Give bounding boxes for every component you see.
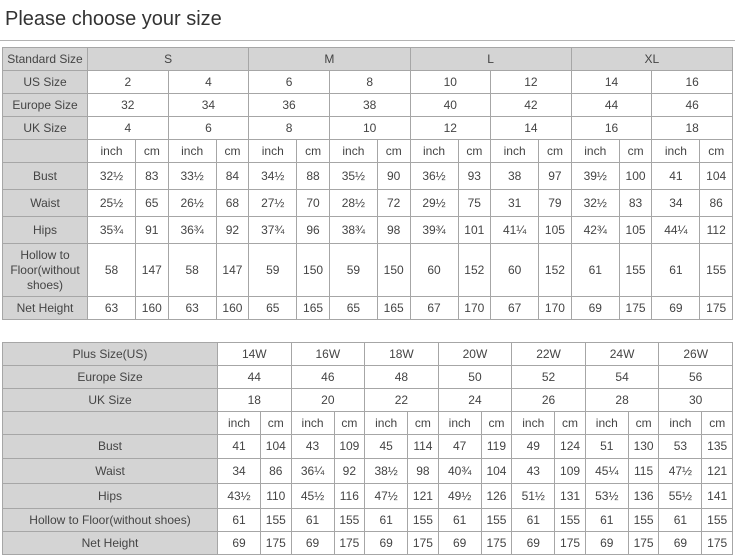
value-cell: 43 bbox=[291, 435, 334, 459]
value-cell: 68 bbox=[216, 190, 249, 217]
value-cell: 155 bbox=[261, 509, 292, 532]
value-cell: 47 bbox=[438, 435, 481, 459]
value-cell: 121 bbox=[408, 484, 439, 509]
value-cell: 92 bbox=[216, 217, 249, 244]
value-cell: 69 bbox=[659, 532, 702, 555]
value-cell: 119 bbox=[481, 435, 512, 459]
group-header-cell: M bbox=[249, 48, 410, 71]
value-cell: 34½ bbox=[249, 163, 297, 190]
table-row bbox=[3, 297, 733, 320]
value-cell: 150 bbox=[377, 244, 410, 297]
value-cell: 59 bbox=[249, 244, 297, 297]
value-cell: 84 bbox=[216, 163, 249, 190]
unit-header-cell: inch bbox=[585, 412, 628, 435]
value-cell: 105 bbox=[619, 217, 652, 244]
value-cell: 152 bbox=[458, 244, 491, 297]
value-cell: 53½ bbox=[585, 484, 628, 509]
value-cell: 147 bbox=[216, 244, 249, 297]
value-cell: 104 bbox=[700, 163, 733, 190]
value-cell: 155 bbox=[619, 244, 652, 297]
value-cell: 86 bbox=[700, 190, 733, 217]
value-cell: 46 bbox=[291, 366, 365, 389]
table-row bbox=[3, 163, 733, 190]
value-cell: 44¼ bbox=[652, 217, 700, 244]
table-row bbox=[3, 190, 733, 217]
value-cell: 100 bbox=[619, 163, 652, 190]
value-cell: 110 bbox=[261, 484, 292, 509]
unit-header-cell: cm bbox=[408, 412, 439, 435]
row-label-cell: Net Height bbox=[3, 532, 218, 555]
value-cell: 61 bbox=[365, 509, 408, 532]
value-cell: 18W bbox=[365, 343, 439, 366]
value-cell: 36 bbox=[249, 94, 330, 117]
value-cell: 175 bbox=[619, 297, 652, 320]
value-cell: 42¾ bbox=[571, 217, 619, 244]
value-cell: 38½ bbox=[365, 459, 408, 484]
value-cell: 41 bbox=[652, 163, 700, 190]
title-divider bbox=[0, 40, 735, 41]
value-cell: 45½ bbox=[291, 484, 334, 509]
table-row bbox=[3, 94, 733, 117]
unit-header-cell: cm bbox=[297, 140, 330, 163]
row-label-cell: Waist bbox=[3, 190, 88, 217]
value-cell: 61 bbox=[659, 509, 702, 532]
value-cell: 16 bbox=[571, 117, 652, 140]
value-cell: 98 bbox=[408, 459, 439, 484]
value-cell: 26W bbox=[659, 343, 733, 366]
value-cell: 4 bbox=[168, 71, 249, 94]
unit-header-cell: inch bbox=[571, 140, 619, 163]
unit-header-cell: inch bbox=[168, 140, 216, 163]
value-cell: 22W bbox=[512, 343, 586, 366]
value-cell: 72 bbox=[377, 190, 410, 217]
table-row bbox=[3, 71, 733, 94]
value-cell: 34 bbox=[218, 459, 261, 484]
value-cell: 32 bbox=[88, 94, 169, 117]
value-cell: 86 bbox=[261, 459, 292, 484]
value-cell: 155 bbox=[555, 509, 586, 532]
value-cell: 28 bbox=[585, 389, 659, 412]
value-cell: 41 bbox=[218, 435, 261, 459]
row-label-cell: US Size bbox=[3, 71, 88, 94]
value-cell: 38¾ bbox=[329, 217, 377, 244]
value-cell: 69 bbox=[438, 532, 481, 555]
value-cell: 8 bbox=[329, 71, 410, 94]
unit-header-cell: cm bbox=[458, 140, 491, 163]
value-cell: 24 bbox=[438, 389, 512, 412]
value-cell: 65 bbox=[136, 190, 169, 217]
value-cell: 175 bbox=[628, 532, 659, 555]
row-label-cell: Hips bbox=[3, 217, 88, 244]
value-cell: 130 bbox=[628, 435, 659, 459]
value-cell: 37¾ bbox=[249, 217, 297, 244]
value-cell: 45¼ bbox=[585, 459, 628, 484]
unit-header-cell: cm bbox=[261, 412, 292, 435]
unit-header-cell: cm bbox=[628, 412, 659, 435]
row-label-cell bbox=[3, 412, 218, 435]
group-header-cell: L bbox=[410, 48, 571, 71]
unit-header-cell: inch bbox=[410, 140, 458, 163]
value-cell: 38 bbox=[491, 163, 539, 190]
value-cell: 175 bbox=[481, 532, 512, 555]
value-cell: 50 bbox=[438, 366, 512, 389]
row-label-cell: UK Size bbox=[3, 389, 218, 412]
value-cell: 43 bbox=[512, 459, 555, 484]
row-label-cell: Europe Size bbox=[3, 94, 88, 117]
unit-header-cell: inch bbox=[218, 412, 261, 435]
value-cell: 40¾ bbox=[438, 459, 481, 484]
value-cell: 32½ bbox=[571, 190, 619, 217]
value-cell: 105 bbox=[539, 217, 572, 244]
value-cell: 131 bbox=[555, 484, 586, 509]
unit-header-cell: inch bbox=[365, 412, 408, 435]
value-cell: 36¼ bbox=[291, 459, 334, 484]
value-cell: 49 bbox=[512, 435, 555, 459]
value-cell: 121 bbox=[702, 459, 733, 484]
value-cell: 61 bbox=[571, 244, 619, 297]
row-label-cell: Hollow to Floor(without shoes) bbox=[3, 244, 88, 297]
value-cell: 28½ bbox=[329, 190, 377, 217]
value-cell: 67 bbox=[491, 297, 539, 320]
table-row bbox=[3, 509, 733, 532]
value-cell: 175 bbox=[408, 532, 439, 555]
value-cell: 51 bbox=[585, 435, 628, 459]
unit-header-cell: cm bbox=[700, 140, 733, 163]
value-cell: 61 bbox=[291, 509, 334, 532]
unit-header-cell: cm bbox=[539, 140, 572, 163]
value-cell: 152 bbox=[539, 244, 572, 297]
value-cell: 18 bbox=[218, 389, 292, 412]
value-cell: 93 bbox=[458, 163, 491, 190]
value-cell: 170 bbox=[539, 297, 572, 320]
value-cell: 49½ bbox=[438, 484, 481, 509]
value-cell: 90 bbox=[377, 163, 410, 190]
value-cell: 32½ bbox=[88, 163, 136, 190]
value-cell: 36¾ bbox=[168, 217, 216, 244]
plus-size-table-body bbox=[3, 343, 733, 555]
value-cell: 69 bbox=[291, 532, 334, 555]
unit-header-cell: inch bbox=[88, 140, 136, 163]
table-row bbox=[3, 366, 733, 389]
value-cell: 40 bbox=[410, 94, 491, 117]
value-cell: 160 bbox=[216, 297, 249, 320]
row-label-cell: Waist bbox=[3, 459, 218, 484]
value-cell: 69 bbox=[652, 297, 700, 320]
value-cell: 8 bbox=[249, 117, 330, 140]
table-row bbox=[3, 389, 733, 412]
unit-header-cell: cm bbox=[702, 412, 733, 435]
value-cell: 4 bbox=[88, 117, 169, 140]
value-cell: 170 bbox=[458, 297, 491, 320]
row-label-cell: Hollow to Floor(without shoes) bbox=[3, 509, 218, 532]
value-cell: 55½ bbox=[659, 484, 702, 509]
value-cell: 79 bbox=[539, 190, 572, 217]
value-cell: 59 bbox=[329, 244, 377, 297]
unit-header-cell: inch bbox=[491, 140, 539, 163]
table-row bbox=[3, 140, 733, 163]
value-cell: 10 bbox=[410, 71, 491, 94]
value-cell: 115 bbox=[628, 459, 659, 484]
value-cell: 63 bbox=[168, 297, 216, 320]
value-cell: 60 bbox=[491, 244, 539, 297]
value-cell: 25½ bbox=[88, 190, 136, 217]
value-cell: 136 bbox=[628, 484, 659, 509]
unit-header-cell: cm bbox=[377, 140, 410, 163]
value-cell: 16W bbox=[291, 343, 365, 366]
value-cell: 175 bbox=[334, 532, 365, 555]
value-cell: 69 bbox=[365, 532, 408, 555]
value-cell: 41¼ bbox=[491, 217, 539, 244]
table-row bbox=[3, 117, 733, 140]
value-cell: 101 bbox=[458, 217, 491, 244]
value-cell: 65 bbox=[329, 297, 377, 320]
plus-size-table bbox=[2, 342, 733, 555]
value-cell: 124 bbox=[555, 435, 586, 459]
row-label-cell bbox=[3, 140, 88, 163]
table-row bbox=[3, 532, 733, 555]
value-cell: 34 bbox=[168, 94, 249, 117]
row-label-cell: Standard Size bbox=[3, 48, 88, 71]
value-cell: 155 bbox=[628, 509, 659, 532]
value-cell: 141 bbox=[702, 484, 733, 509]
value-cell: 20W bbox=[438, 343, 512, 366]
unit-header-cell: inch bbox=[438, 412, 481, 435]
value-cell: 53 bbox=[659, 435, 702, 459]
value-cell: 27½ bbox=[249, 190, 297, 217]
row-label-cell: UK Size bbox=[3, 117, 88, 140]
value-cell: 126 bbox=[481, 484, 512, 509]
value-cell: 38 bbox=[329, 94, 410, 117]
value-cell: 34 bbox=[652, 190, 700, 217]
value-cell: 150 bbox=[297, 244, 330, 297]
value-cell: 61 bbox=[585, 509, 628, 532]
value-cell: 155 bbox=[700, 244, 733, 297]
value-cell: 45 bbox=[365, 435, 408, 459]
value-cell: 18 bbox=[652, 117, 733, 140]
value-cell: 83 bbox=[136, 163, 169, 190]
group-header-cell: S bbox=[88, 48, 249, 71]
value-cell: 26½ bbox=[168, 190, 216, 217]
value-cell: 14W bbox=[218, 343, 292, 366]
standard-size-table-body bbox=[3, 48, 733, 320]
value-cell: 16 bbox=[652, 71, 733, 94]
unit-header-cell: inch bbox=[512, 412, 555, 435]
value-cell: 31 bbox=[491, 190, 539, 217]
value-cell: 160 bbox=[136, 297, 169, 320]
value-cell: 44 bbox=[571, 94, 652, 117]
value-cell: 114 bbox=[408, 435, 439, 459]
value-cell: 104 bbox=[261, 435, 292, 459]
unit-header-cell: inch bbox=[329, 140, 377, 163]
value-cell: 39½ bbox=[571, 163, 619, 190]
table-row bbox=[3, 244, 733, 297]
value-cell: 104 bbox=[481, 459, 512, 484]
unit-header-cell: inch bbox=[652, 140, 700, 163]
value-cell: 155 bbox=[408, 509, 439, 532]
value-cell: 61 bbox=[218, 509, 261, 532]
unit-header-cell: inch bbox=[659, 412, 702, 435]
value-cell: 63 bbox=[88, 297, 136, 320]
value-cell: 97 bbox=[539, 163, 572, 190]
value-cell: 69 bbox=[512, 532, 555, 555]
value-cell: 165 bbox=[297, 297, 330, 320]
page-title: Please choose your size bbox=[5, 8, 222, 30]
value-cell: 96 bbox=[297, 217, 330, 244]
value-cell: 47½ bbox=[365, 484, 408, 509]
unit-header-cell: cm bbox=[481, 412, 512, 435]
value-cell: 52 bbox=[512, 366, 586, 389]
value-cell: 58 bbox=[88, 244, 136, 297]
table-row bbox=[3, 343, 733, 366]
standard-size-table bbox=[2, 47, 733, 320]
unit-header-cell: inch bbox=[249, 140, 297, 163]
value-cell: 39¾ bbox=[410, 217, 458, 244]
value-cell: 44 bbox=[218, 366, 292, 389]
value-cell: 83 bbox=[619, 190, 652, 217]
value-cell: 56 bbox=[659, 366, 733, 389]
value-cell: 69 bbox=[585, 532, 628, 555]
value-cell: 46 bbox=[652, 94, 733, 117]
value-cell: 54 bbox=[585, 366, 659, 389]
value-cell: 88 bbox=[297, 163, 330, 190]
value-cell: 10 bbox=[329, 117, 410, 140]
value-cell: 155 bbox=[334, 509, 365, 532]
value-cell: 147 bbox=[136, 244, 169, 297]
value-cell: 112 bbox=[700, 217, 733, 244]
table-row bbox=[3, 48, 733, 71]
value-cell: 135 bbox=[702, 435, 733, 459]
value-cell: 20 bbox=[291, 389, 365, 412]
value-cell: 155 bbox=[481, 509, 512, 532]
value-cell: 24W bbox=[585, 343, 659, 366]
value-cell: 98 bbox=[377, 217, 410, 244]
value-cell: 67 bbox=[410, 297, 458, 320]
value-cell: 33½ bbox=[168, 163, 216, 190]
table-row bbox=[3, 217, 733, 244]
unit-header-cell: cm bbox=[334, 412, 365, 435]
value-cell: 30 bbox=[659, 389, 733, 412]
value-cell: 14 bbox=[491, 117, 572, 140]
value-cell: 29½ bbox=[410, 190, 458, 217]
value-cell: 75 bbox=[458, 190, 491, 217]
value-cell: 12 bbox=[410, 117, 491, 140]
value-cell: 175 bbox=[555, 532, 586, 555]
value-cell: 109 bbox=[555, 459, 586, 484]
row-label-cell: Net Height bbox=[3, 297, 88, 320]
value-cell: 26 bbox=[512, 389, 586, 412]
value-cell: 92 bbox=[334, 459, 365, 484]
value-cell: 36½ bbox=[410, 163, 458, 190]
value-cell: 12 bbox=[491, 71, 572, 94]
value-cell: 58 bbox=[168, 244, 216, 297]
value-cell: 14 bbox=[571, 71, 652, 94]
value-cell: 65 bbox=[249, 297, 297, 320]
value-cell: 2 bbox=[88, 71, 169, 94]
value-cell: 42 bbox=[491, 94, 572, 117]
value-cell: 70 bbox=[297, 190, 330, 217]
row-label-cell: Bust bbox=[3, 435, 218, 459]
unit-header-cell: cm bbox=[619, 140, 652, 163]
row-label-cell: Hips bbox=[3, 484, 218, 509]
value-cell: 6 bbox=[249, 71, 330, 94]
size-chart-page bbox=[0, 8, 735, 555]
value-cell: 43½ bbox=[218, 484, 261, 509]
value-cell: 175 bbox=[261, 532, 292, 555]
value-cell: 61 bbox=[438, 509, 481, 532]
value-cell: 109 bbox=[334, 435, 365, 459]
unit-header-cell: cm bbox=[555, 412, 586, 435]
unit-header-cell: inch bbox=[291, 412, 334, 435]
value-cell: 165 bbox=[377, 297, 410, 320]
value-cell: 22 bbox=[365, 389, 439, 412]
value-cell: 69 bbox=[571, 297, 619, 320]
unit-header-cell: cm bbox=[216, 140, 249, 163]
value-cell: 6 bbox=[168, 117, 249, 140]
value-cell: 175 bbox=[702, 532, 733, 555]
value-cell: 69 bbox=[218, 532, 261, 555]
value-cell: 91 bbox=[136, 217, 169, 244]
value-cell: 175 bbox=[700, 297, 733, 320]
value-cell: 61 bbox=[512, 509, 555, 532]
table-row bbox=[3, 484, 733, 509]
row-label-cell: Bust bbox=[3, 163, 88, 190]
value-cell: 35¾ bbox=[88, 217, 136, 244]
value-cell: 116 bbox=[334, 484, 365, 509]
value-cell: 48 bbox=[365, 366, 439, 389]
row-label-cell: Europe Size bbox=[3, 366, 218, 389]
table-row bbox=[3, 412, 733, 435]
group-header-cell: XL bbox=[571, 48, 732, 71]
value-cell: 51½ bbox=[512, 484, 555, 509]
table-row bbox=[3, 459, 733, 484]
value-cell: 61 bbox=[652, 244, 700, 297]
row-label-cell: Plus Size(US) bbox=[3, 343, 218, 366]
value-cell: 35½ bbox=[329, 163, 377, 190]
value-cell: 47½ bbox=[659, 459, 702, 484]
value-cell: 60 bbox=[410, 244, 458, 297]
unit-header-cell: cm bbox=[136, 140, 169, 163]
value-cell: 155 bbox=[702, 509, 733, 532]
table-row bbox=[3, 435, 733, 459]
